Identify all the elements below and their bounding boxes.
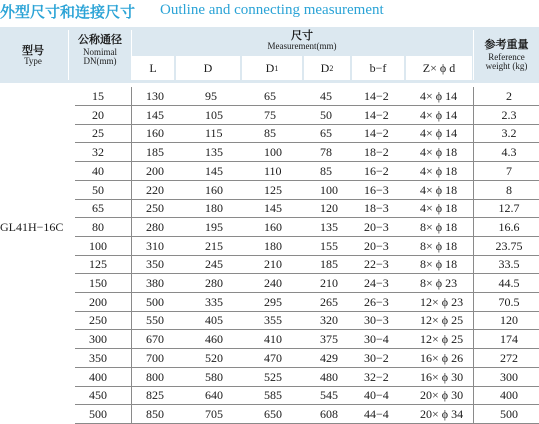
table-row [0,255,539,274]
cell-D2: 155 [320,238,338,253]
cell-D1: 100 [264,145,282,160]
column-header-z: Z× ϕ d [406,56,472,80]
cell-D: 405 [205,313,223,328]
cell-dn: 100 [89,238,107,253]
cell-z: 20× ϕ 30 [420,388,464,403]
dn-header-cn: 公称通径 [78,33,122,46]
cell-w: 120 [500,313,518,328]
column-header-D2-sub: 2 [329,63,334,73]
cell-z: 16× ϕ 26 [420,350,464,365]
cell-w: 23.75 [495,238,523,253]
cell-z: 12× ϕ 25 [420,332,464,347]
cell-D: 580 [205,369,223,384]
cell-D1: 145 [264,201,282,216]
table-row [0,368,539,387]
table-row [0,199,539,218]
cell-dn: 65 [92,201,104,216]
cell-D2: 608 [320,406,338,421]
cell-w: 2.3 [501,107,517,122]
cell-D2: 45 [320,89,332,103]
cell-z: 16× ϕ 30 [420,369,464,384]
cell-D: 195 [205,219,223,234]
cell-D2: 100 [320,182,338,197]
cell-D1: 65 [264,89,276,103]
column-header-D: D [176,56,240,80]
table-row [0,274,539,293]
dn-header-en-1: Nomimal [83,46,117,57]
cell-w: 300 [500,369,518,384]
cell-D2: 50 [320,107,332,122]
cell-bf: 30−2 [364,350,389,365]
cell-dn: 125 [89,257,107,272]
cell-bf: 44−4 [364,406,389,421]
cell-w: 44.5 [498,276,520,290]
size-header-en: Measurement(mm) [267,40,337,51]
cell-bf: 30−4 [364,332,389,347]
cell-D2: 85 [320,163,332,178]
column-header-D2-base: D [320,60,330,75]
cell-D: 145 [205,163,223,178]
weight-header [474,39,539,71]
cell-dn: 300 [89,332,107,347]
cell-bf: 14−2 [364,89,389,103]
cell-dn: 50 [92,182,104,197]
cell-D: 160 [205,182,223,197]
cell-D: 95 [205,89,217,103]
cell-D1: 180 [264,238,282,253]
cell-bf: 24−3 [364,276,389,290]
column-header-L: L [132,56,174,80]
cell-D2: 135 [320,219,338,234]
column-header-bf: b−f [352,56,404,80]
column-header-D1-sub: 1 [274,63,279,73]
cell-L: 350 [146,257,164,272]
table-row [0,218,539,237]
title-chinese: 外型尺寸和连接尺寸 [0,3,136,21]
cell-D1: 125 [264,182,282,197]
cell-z: 12× ϕ 23 [420,294,464,309]
cell-dn: 80 [92,219,104,234]
cell-bf: 20−3 [364,219,389,234]
cell-D: 640 [205,388,223,403]
cell-L: 850 [146,406,164,421]
cell-L: 160 [146,126,164,141]
cell-L: 250 [146,201,164,216]
table-row [0,293,539,312]
cell-D2: 185 [320,257,338,272]
column-header-D1-base: D [265,60,275,75]
size-header [132,30,472,51]
weight-header-en-1: Reference [488,51,525,62]
type-header [8,45,58,66]
cell-w: 4.3 [501,145,517,160]
cell-D1: 470 [264,350,282,365]
cell-D1: 650 [264,406,282,421]
cell-bf: 30−3 [364,313,389,328]
cell-D: 335 [205,294,223,309]
cell-bf: 22−3 [364,257,389,272]
dn-header-en-2: DN(mm) [83,55,117,66]
cell-dn: 25 [92,126,104,141]
cell-L: 380 [146,276,164,290]
cell-D: 180 [205,201,223,216]
cell-dn: 150 [89,276,107,290]
cell-w: 16.6 [498,219,520,234]
cell-D: 135 [205,145,223,160]
cell-bf: 14−2 [364,107,389,122]
type-header-en: Type [24,55,42,66]
cell-D1: 240 [264,276,282,290]
cell-w: 33.5 [498,257,520,272]
cell-z: 8× ϕ 18 [420,219,458,234]
weight-header-cn: 参考重量 [484,38,529,51]
cell-z: 12× ϕ 25 [420,313,464,328]
cell-w: 7 [506,163,512,178]
cell-dn: 15 [92,89,104,103]
cell-w: 12.7 [498,201,520,216]
cell-D2: 545 [320,388,338,403]
cell-z: 4× ϕ 14 [420,126,458,141]
cell-bf: 14−2 [364,126,389,141]
cell-L: 550 [146,313,164,328]
cell-D1: 295 [264,294,282,309]
cell-D2: 210 [320,276,338,290]
cell-D2: 429 [320,350,338,365]
size-header-cn: 尺寸 [291,29,313,42]
cell-L: 310 [146,238,164,253]
cell-D1: 410 [264,332,282,347]
cell-bf: 40−4 [364,388,389,403]
cell-D2: 480 [320,369,338,384]
cell-D: 215 [205,238,223,253]
page-title [0,0,539,22]
cell-D1: 355 [264,313,282,328]
cell-D: 520 [205,350,223,365]
cell-bf: 18−3 [364,201,389,216]
cell-D1: 75 [264,107,276,122]
cell-L: 280 [146,219,164,234]
cell-w: 3.2 [501,126,517,141]
table-row [0,124,539,143]
cell-z: 8× ϕ 18 [420,238,458,253]
cell-z: 20× ϕ 34 [420,406,464,421]
weight-header-en-2: weight (kg) [485,60,528,71]
table-row [0,386,539,405]
cell-L: 200 [146,163,164,178]
table-row [0,162,539,181]
cell-D2: 320 [320,313,338,328]
table-header [0,27,539,83]
column-header-D2 [304,56,350,80]
cell-dn: 400 [89,369,107,384]
cell-w: 272 [500,350,518,365]
table-row [0,87,539,106]
cell-w: 70.5 [498,294,520,309]
cell-dn: 500 [89,406,107,421]
table-row [0,330,539,349]
cell-L: 825 [146,388,164,403]
cell-w: 500 [500,406,518,421]
cell-w: 8 [506,182,512,197]
cell-z: 8× ϕ 18 [420,257,458,272]
cell-D: 705 [205,406,223,421]
cell-dn: 200 [89,294,107,309]
cell-z: 4× ϕ 18 [420,145,458,160]
table-row [0,237,539,256]
cell-D1: 210 [264,257,282,272]
table-row [0,106,539,125]
cell-L: 130 [146,89,164,103]
cell-z: 4× ϕ 14 [420,89,458,103]
cell-z: 4× ϕ 18 [420,163,458,178]
cell-D2: 120 [320,201,338,216]
cell-D2: 265 [320,294,338,309]
cell-L: 700 [146,350,164,365]
cell-D1: 160 [264,219,282,234]
cell-w: 2 [506,89,512,103]
cell-D2: 65 [320,126,332,141]
cell-D: 460 [205,332,223,347]
type-value: GL41H−16C [0,220,64,234]
cell-dn: 32 [92,145,104,160]
dn-header [70,34,130,66]
cell-dn: 40 [92,163,104,178]
cell-bf: 16−3 [364,182,389,197]
cell-bf: 32−2 [364,369,389,384]
cell-dn: 250 [89,313,107,328]
cell-D: 105 [205,107,223,122]
cell-w: 400 [500,388,518,403]
table-row [0,181,539,200]
cell-D: 245 [205,257,223,272]
cell-dn: 350 [89,350,107,365]
cell-L: 185 [146,145,164,160]
cell-D1: 585 [264,388,282,403]
cell-L: 220 [146,182,164,197]
cell-bf: 16−2 [364,163,389,178]
table-row [0,311,539,330]
cell-bf: 20−3 [364,238,389,253]
table-row [0,143,539,162]
cell-D1: 525 [264,369,282,384]
cell-D1: 85 [264,126,276,141]
cell-D2: 375 [320,332,338,347]
cell-L: 145 [146,107,164,122]
title-english: Outline and connecting measurement [160,2,384,18]
cell-dn: 450 [89,388,107,403]
header-divider [68,30,69,80]
cell-z: 8× ϕ 23 [420,276,458,290]
table-row [0,349,539,368]
cell-bf: 26−3 [364,294,389,309]
cell-w: 174 [500,332,518,347]
cell-L: 500 [146,294,164,309]
cell-z: 4× ϕ 14 [420,107,458,122]
cell-D: 280 [205,276,223,290]
column-header-D1 [242,56,302,80]
cell-D2: 78 [320,145,332,160]
cell-L: 800 [146,369,164,384]
cell-z: 4× ϕ 18 [420,182,458,197]
cell-z: 4× ϕ 18 [420,201,458,216]
cell-D1: 110 [264,163,282,178]
cell-bf: 18−2 [364,145,389,160]
cell-dn: 20 [92,107,104,122]
type-header-cn: 型号 [22,44,44,57]
cell-D: 115 [205,126,223,141]
table-row [0,405,539,424]
cell-L: 670 [146,332,164,347]
